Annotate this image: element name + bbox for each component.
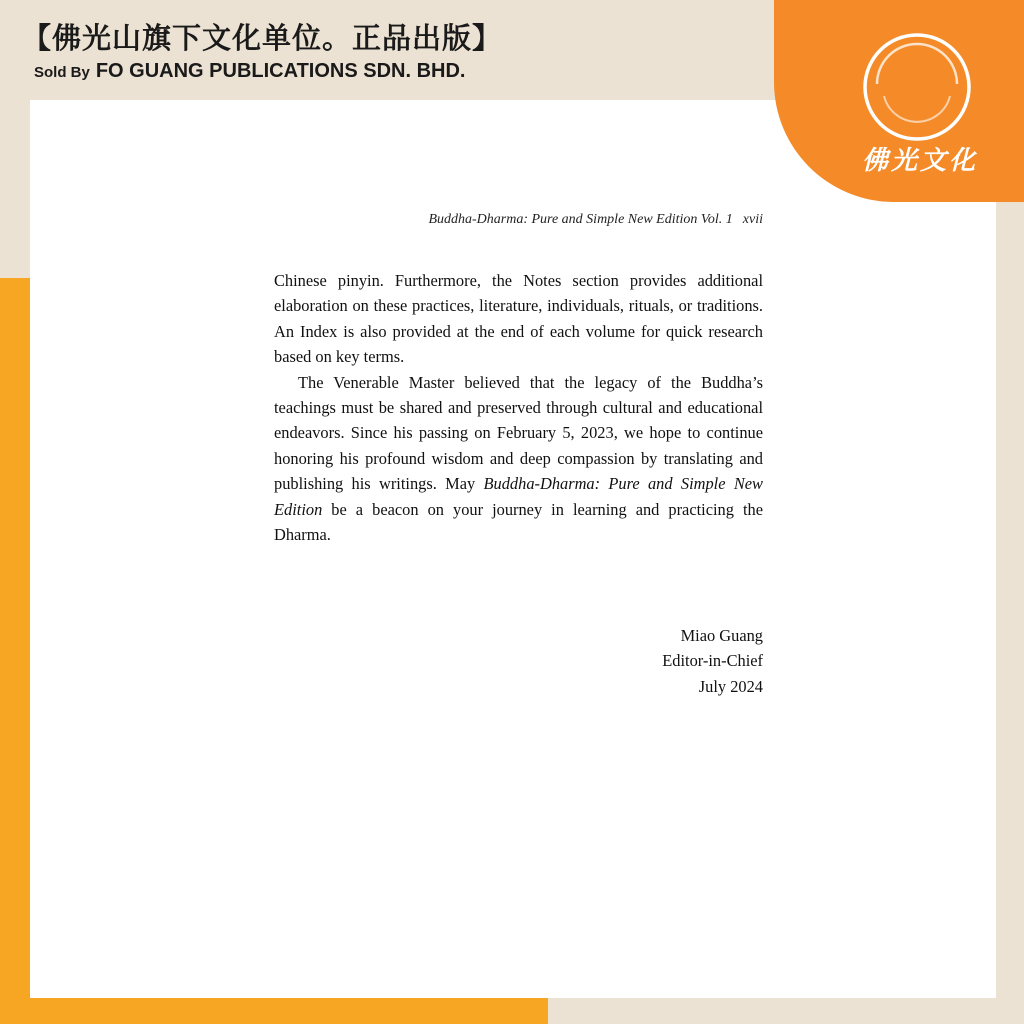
page-number: xvii bbox=[742, 212, 763, 227]
publisher-name: FO GUANG PUBLICATIONS SDN. BHD. bbox=[95, 60, 466, 82]
paragraph-2 bbox=[274, 370, 763, 548]
signature-title: Editor-in-Chief bbox=[662, 651, 763, 671]
signature-block bbox=[474, 623, 763, 699]
brand-logo-text: 佛光文化 bbox=[862, 146, 979, 176]
bottom-accent-bar bbox=[0, 998, 548, 1024]
paragraph-2-start: The Venerable Master believed that the legacy of the Buddha’s teachings must be shared and preserved through cultural and educational endeavors. Since his passing on February 5, 2023, we hope to continue honoring his profound wisdom and deep compassion by translating and publishing his writings. May bbox=[274, 372, 763, 494]
sold-by-prefix: Sold By bbox=[34, 64, 90, 81]
seller-english-label bbox=[34, 58, 465, 86]
signature-date: July 2024 bbox=[698, 676, 763, 696]
seller-chinese-label: 【佛光山旗下文化单位。正品出版】 bbox=[22, 21, 503, 55]
paragraph-2-end: be a beacon on your journey in learning and practicing the Dharma. bbox=[274, 499, 763, 545]
left-accent-bar bbox=[0, 278, 30, 1024]
book-title-italic: Buddha-Dharma: Pure and Simple New Edition bbox=[274, 474, 763, 519]
brand-circle-logo-icon bbox=[852, 28, 982, 146]
running-head-title: Buddha-Dharma: Pure and Simple New Edition Vol. 1 bbox=[428, 212, 733, 227]
running-head bbox=[274, 212, 763, 228]
book-page bbox=[30, 100, 996, 998]
signature-name: Miao Guang bbox=[680, 626, 763, 645]
paragraph-1: Chinese pinyin. Furthermore, the Notes section provides additional elaboration on these practices, literature, individuals, rituals, or traditions. An Index is also provided at the end of each volume for quick research based on key terms. bbox=[274, 271, 763, 367]
body-text bbox=[274, 268, 763, 547]
